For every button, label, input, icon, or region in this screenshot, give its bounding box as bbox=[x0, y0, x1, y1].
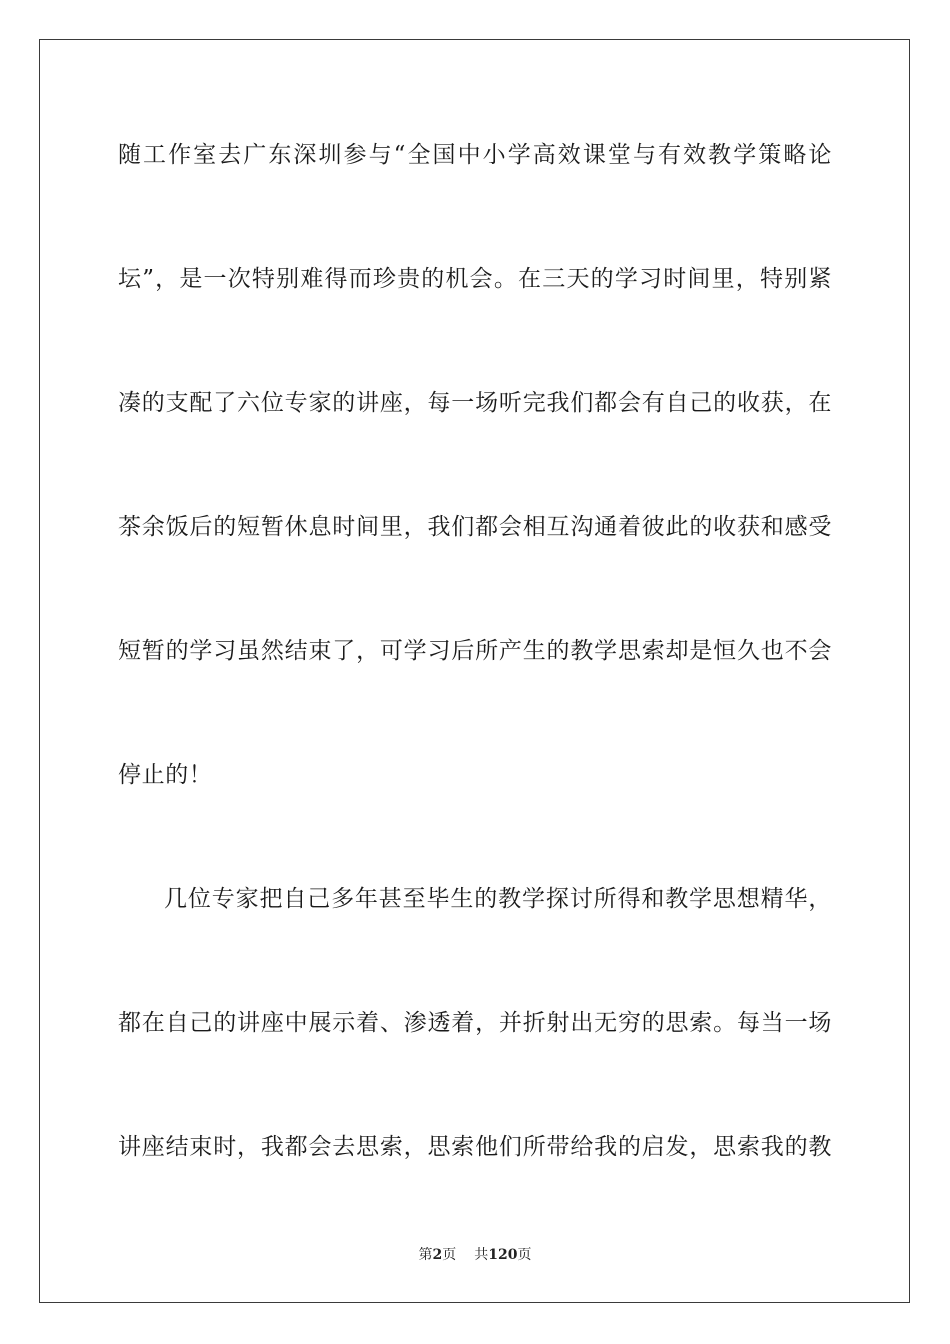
footer-page-prefix: 第 bbox=[418, 1247, 433, 1263]
page-footer bbox=[0, 1246, 950, 1264]
paragraph-line-5: 短暂的学习虽然结束了，可学习后所产生的教学思索却是恒久也不会 bbox=[118, 638, 832, 664]
paragraph-line-9: 讲座结束时，我都会去思索，思索他们所带给我的启发，思索我的教 bbox=[118, 1134, 832, 1160]
footer-page-suffix: 页 bbox=[442, 1247, 457, 1263]
paragraph-line-6: 停止的！ bbox=[118, 762, 213, 788]
footer-total-suffix: 页 bbox=[517, 1247, 532, 1263]
paragraph-line-2: 坛”，是一次特别难得而珍贵的机会。在三天的学习时间里，特别紧 bbox=[118, 266, 832, 292]
footer-total-pages: 120 bbox=[488, 1247, 518, 1263]
footer-page-number: 2 bbox=[432, 1247, 443, 1263]
footer-total-prefix: 共 bbox=[474, 1247, 489, 1263]
paragraph-line-8: 都在自己的讲座中展示着、渗透着，并折射出无穷的思索。每当一场 bbox=[118, 1010, 832, 1036]
paragraph-line-1: 随工作室去广东深圳参与“全国中小学高效课堂与有效教学策略论 bbox=[118, 142, 832, 168]
page-border bbox=[39, 39, 910, 1303]
paragraph-line-3: 凑的支配了六位专家的讲座，每一场听完我们都会有自己的收获，在 bbox=[118, 390, 832, 416]
paragraph-line-7: 几位专家把自己多年甚至毕生的教学探讨所得和教学思想精华， bbox=[164, 886, 832, 912]
paragraph-line-4: 茶余饭后的短暂休息时间里，我们都会相互沟通着彼此的收获和感受 bbox=[118, 514, 832, 540]
